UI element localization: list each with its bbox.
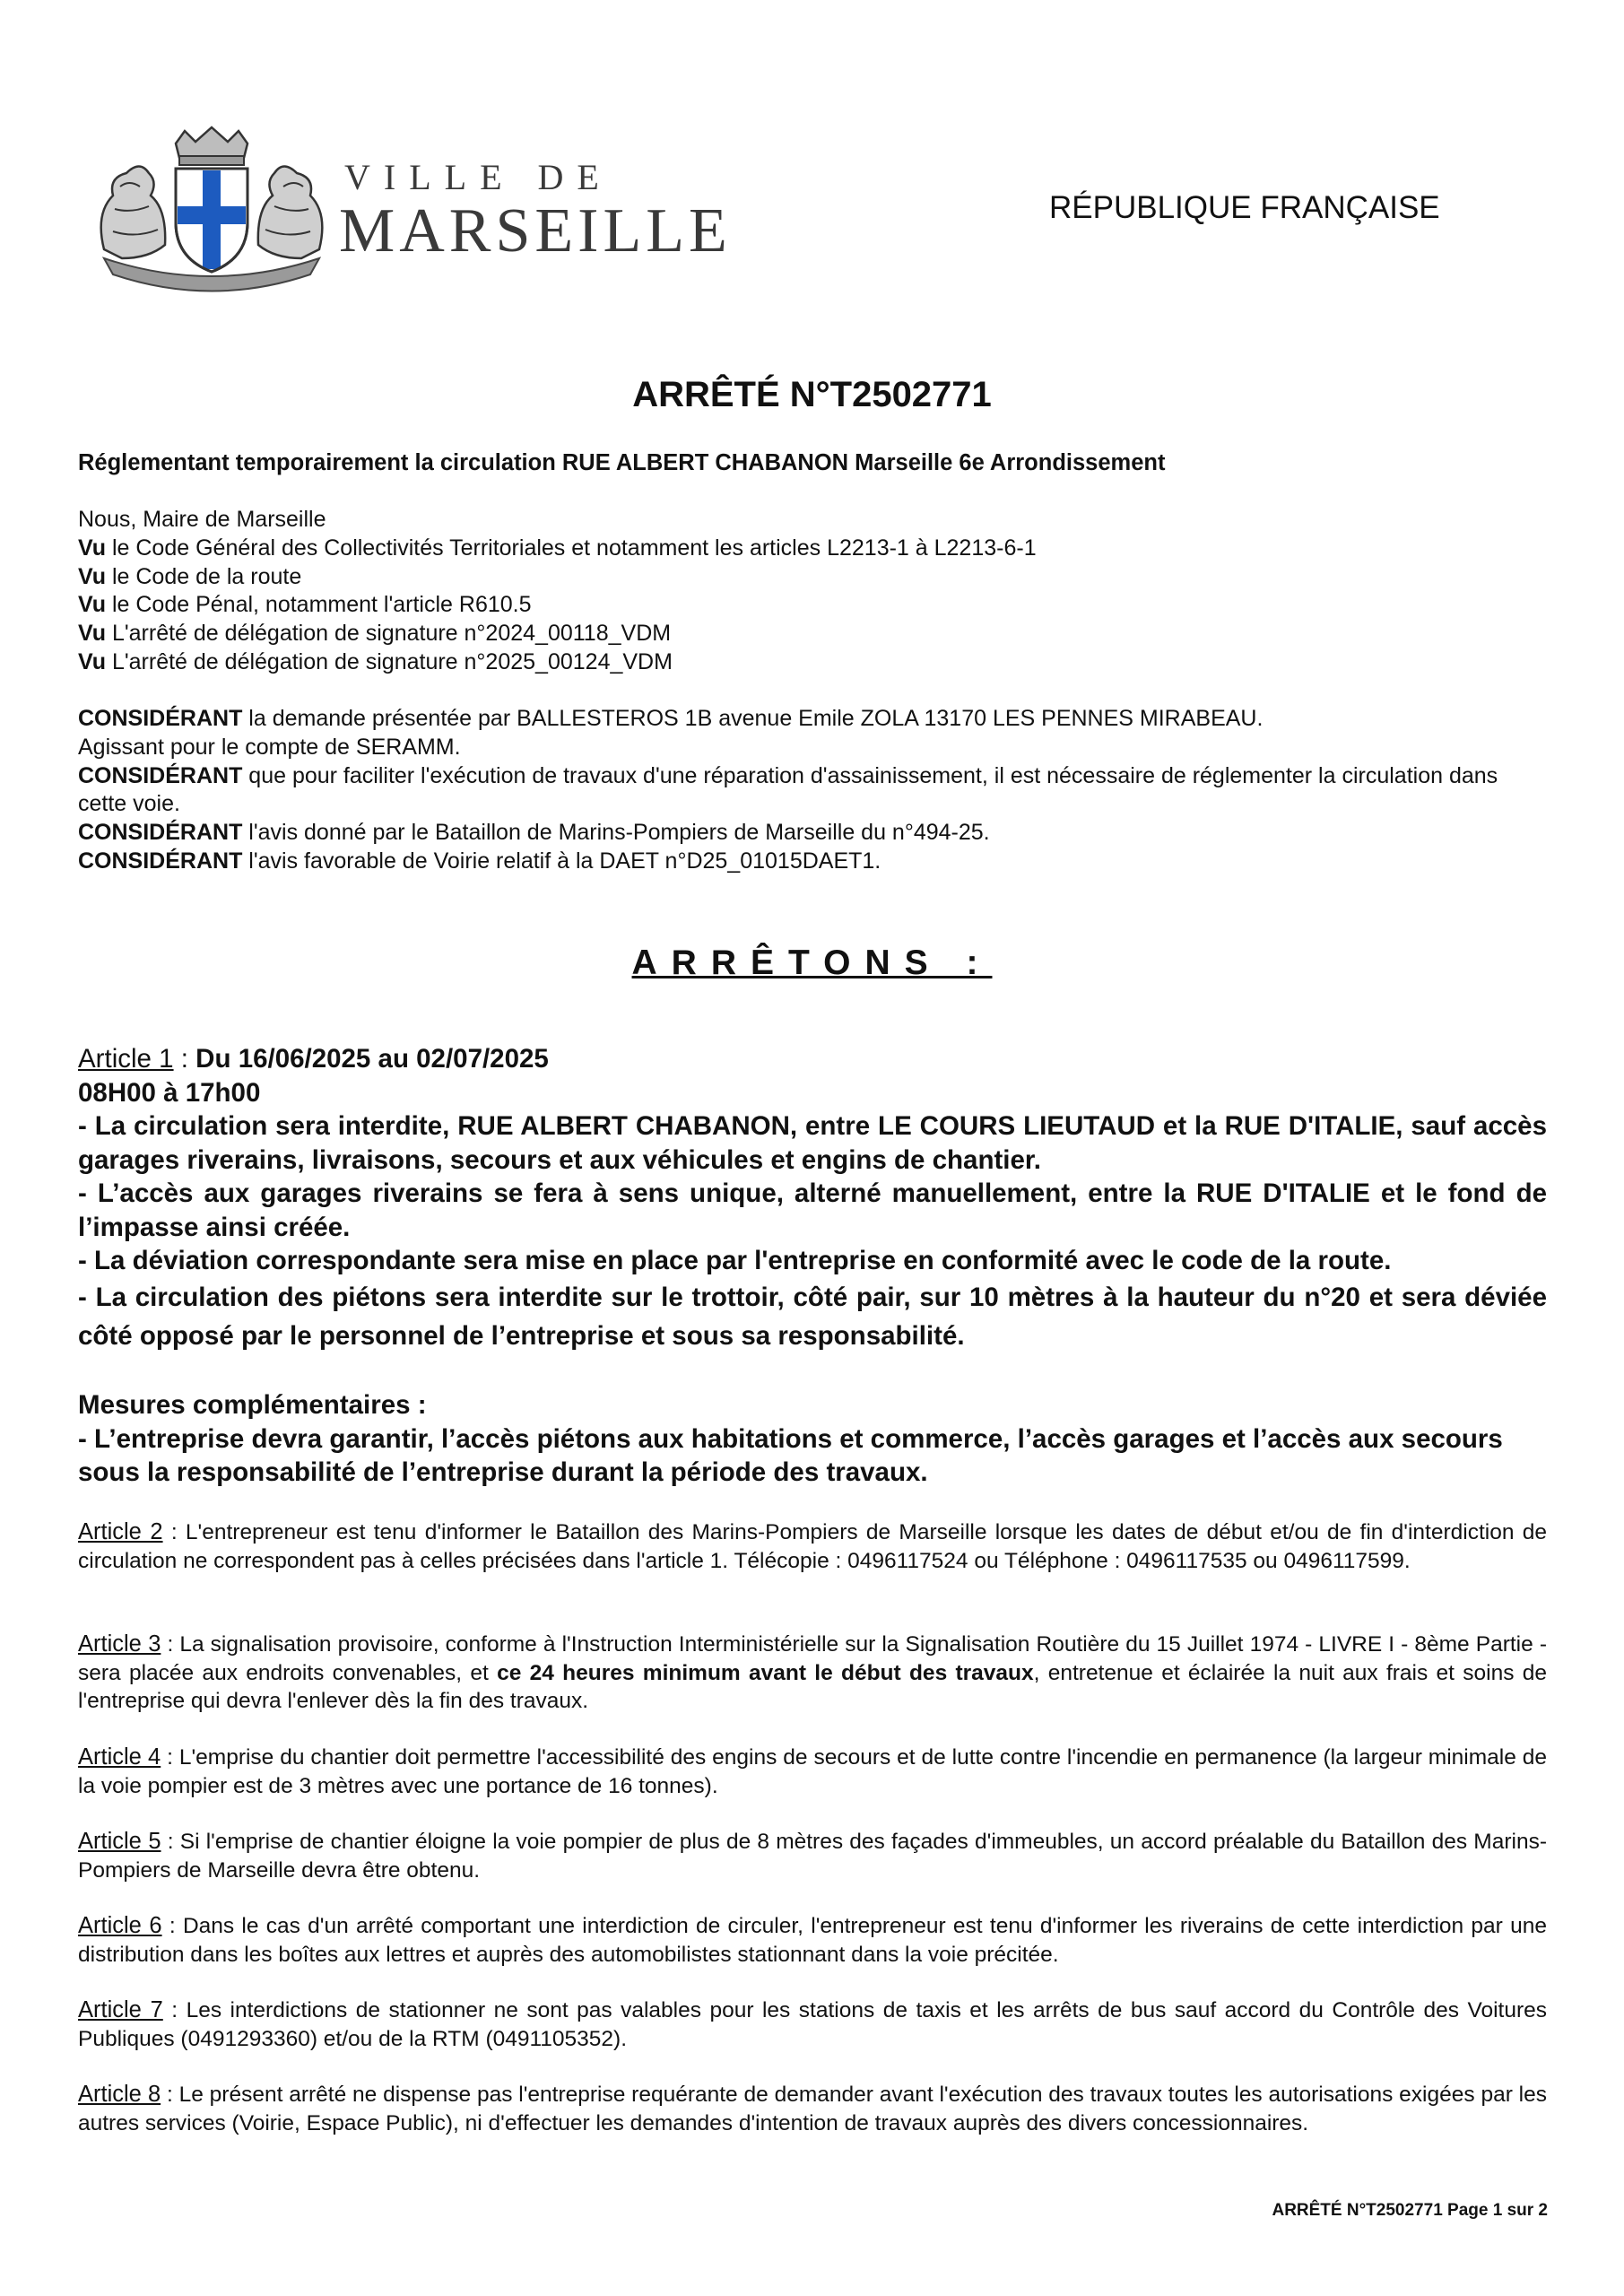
vu-text: L'arrêté de délégation de signature n°2024_00118_VDM: [106, 621, 672, 647]
logo-city-prefix: VILLE DE: [344, 157, 612, 197]
vu-text: le Code Pénal, notamment l'article R610.5: [106, 592, 532, 618]
article-1-sep: :: [173, 1044, 196, 1074]
article-1-paragraph: - L’accès aux garages riverains se fera à sens unique, alterné manuellement, entre la RUE D'ITALIE et le fond de l’impasse ainsi créée.: [78, 1178, 1547, 1242]
article-1-paragraph: - La circulation sera interdite, RUE ALBERT CHABANON, entre LE COURS LIEUTAUD et la RUE D'ITALIE, sauf accès garages riverains, livraisons, secours et aux véhicules et engins de chantier.: [78, 1111, 1547, 1175]
logo-city-name: MARSEILLE: [339, 196, 732, 265]
article-1-hours: 08H00 à 17h00: [78, 1077, 261, 1108]
vu-line: [78, 591, 1549, 620]
article-7: [78, 1996, 1547, 2053]
considerant-word: CONSIDÉRANT: [78, 706, 243, 731]
article-3: [78, 1631, 1547, 1716]
article-text: : Si l'emprise de chantier éloigne la voie pompier de plus de 8 mètres des façades d'immeubles, un accord préalable du Bataillon des Marins-Pompiers de Marseille devra être obtenu.: [78, 1830, 1547, 1883]
article-1-dates: Du 16/06/2025 au 02/07/2025: [195, 1044, 549, 1074]
city-logo: [86, 124, 732, 303]
vu-word: Vu: [78, 563, 107, 589]
considerant-word: CONSIDÉRANT: [78, 820, 243, 846]
vu-line: [78, 563, 1549, 592]
article-label: Article 4: [78, 1744, 161, 1770]
article-text: , entretenue et éclairée la nuit aux frais et soins de l'entreprise qui devra l'enlever dès la fin des travaux.: [78, 1660, 1547, 1713]
mesures-heading: [78, 1388, 1547, 1422]
arretons-heading: ARRÊTONS :: [631, 944, 993, 982]
marseille-crest-icon: [86, 124, 337, 303]
considerant-paragraph: [78, 762, 1549, 820]
decree-title: ARRÊTÉ N°T2502771: [632, 375, 992, 414]
considerant-paragraph: [78, 705, 1549, 734]
considerant-word: CONSIDÉRANT: [78, 848, 243, 874]
article-text: : L'emprise du chantier doit permettre l'accessibilité des engins de secours et de lutte contre l'incendie en permanence (la largeur minimale de la voie pompier est de 3 mètres avec une portance de 16 tonnes).: [78, 1745, 1547, 1798]
vu-line: [78, 620, 1549, 648]
article-4: [78, 1744, 1547, 1800]
article-text: : Le présent arrêté ne dispense pas l'entreprise requérante de demander avant l'exécution des travaux toutes les autorisations exigées par les autres services (Voirie, Espace Public), ni d'effectuer les demandes d'intention de travaux auprès des divers concessionnaires.: [78, 2083, 1547, 2135]
vu-text: le Code Général des Collectivités Territoriales et notamment les articles L2213-1 à L2213-6-1: [106, 535, 1037, 561]
article-1-heading: [78, 1042, 1547, 1076]
considerant-text: que pour faciliter l'exécution de travaux d'une réparation d'assainissement, il est nécessaire de réglementer la circulation dans cette voie.: [78, 762, 1498, 817]
article-1-paragraph: - La circulation des piétons sera interdite sur le trottoir, côté pair, sur 10 mètres à la hauteur du n°20 et sera déviée côté opposé par le personnel de l’entreprise et sous sa responsabilité.: [78, 1282, 1547, 1351]
vu-word: Vu: [78, 621, 107, 647]
article-1-label: Article 1: [78, 1044, 174, 1074]
article-label: Article 2: [78, 1519, 163, 1544]
considerant-subline: Agissant pour le compte de SERAMM.: [78, 734, 461, 760]
preamble-intro: Nous, Maire de Marseille: [78, 507, 326, 532]
mesures-paragraph: - L’entreprise devra garantir, l’accès piétons aux habitations et commerce, l’accès garages et l’accès aux secours sous la responsabilité de l’entreprise durant la période des travaux.: [78, 1423, 1503, 1487]
republic-label: RÉPUBLIQUE FRANÇAISE: [1049, 190, 1440, 225]
considerant-text: l'avis donné par le Bataillon de Marins-Pompiers de Marseille du n°494-25.: [242, 820, 990, 846]
article-5: [78, 1828, 1547, 1884]
considerant-text: la demande présentée par BALLESTEROS 1B avenue Emile ZOLA 13170 LES PENNES MIRABEAU.: [242, 706, 1264, 731]
mesures-complementaires: [78, 1388, 1547, 1490]
decree-subtitle: Réglementant temporairement la circulation RUE ALBERT CHABANON Marseille 6e Arrondissement: [78, 450, 1166, 475]
vu-text: le Code de la route: [106, 563, 302, 589]
article-label: Article 3: [78, 1631, 161, 1657]
vu-text: L'arrêté de délégation de signature n°2025_00124_VDM: [106, 648, 673, 674]
article-1-paragraph: - La déviation correspondante sera mise en place par l'entreprise en conformité avec le code de la route.: [78, 1246, 1392, 1275]
article-1: [78, 1042, 1547, 1355]
mesures-heading-text: Mesures complémentaires :: [78, 1390, 427, 1420]
preamble: [78, 506, 1549, 677]
considerants: [78, 705, 1549, 876]
article-text: : Dans le cas d'un arrêté comportant une interdiction de circuler, l'entrepreneur est tenu d'informer les riverains de cette interdiction par une distribution dans les boîtes aux lettres et auprès des automobilistes stationnant dans la voie précitée.: [78, 1914, 1547, 1967]
vu-word: Vu: [78, 592, 107, 618]
article-8: [78, 2081, 1547, 2137]
article-text: : L'entrepreneur est tenu d'informer le Bataillon des Marins-Pompiers de Marseille lorsque les dates de début et/ou de fin d'interdiction de circulation ne correspondent pas à celles précisées dans l'article 1. Télécopie : 0496117524 ou Téléphone : 0496117535 ou 0496117599.: [78, 1520, 1547, 1573]
article-text: : Les interdictions de stationner ne sont pas valables pour les stations de taxis et les arrêts de bus sauf accord du Contrôle des Voitures Publiques (0491293360) et/ou de la RTM (0491105352).: [78, 1998, 1547, 2051]
article-label: Article 7: [78, 1997, 163, 2022]
article-2: [78, 1518, 1547, 1575]
article-text: : La signalisation provisoire, conforme à l'Instruction Interministérielle sur la Signalisation Routière du 15 Juillet 1974 - LIVRE I - 8ème Partie - sera placée aux endroits convenables, et: [78, 1632, 1547, 1685]
vu-line: [78, 535, 1549, 563]
article-6: [78, 1912, 1547, 1969]
vu-line: [78, 648, 1549, 677]
article-label: Article 8: [78, 2082, 161, 2107]
page-footer: ARRÊTÉ N°T2502771 Page 1 sur 2: [1272, 2201, 1548, 2220]
considerant-paragraph: [78, 819, 1549, 848]
considerant-word: CONSIDÉRANT: [78, 762, 243, 788]
article-emphasis: ce 24 heures minimum avant le début des travaux: [497, 1660, 1034, 1685]
article-label: Article 6: [78, 1913, 162, 1938]
vu-word: Vu: [78, 535, 107, 561]
vu-word: Vu: [78, 648, 107, 674]
considerant-paragraph: [78, 848, 1549, 876]
considerant-text: l'avis favorable de Voirie relatif à la DAET n°D25_01015DAET1.: [242, 848, 881, 874]
article-label: Article 5: [78, 1829, 161, 1854]
